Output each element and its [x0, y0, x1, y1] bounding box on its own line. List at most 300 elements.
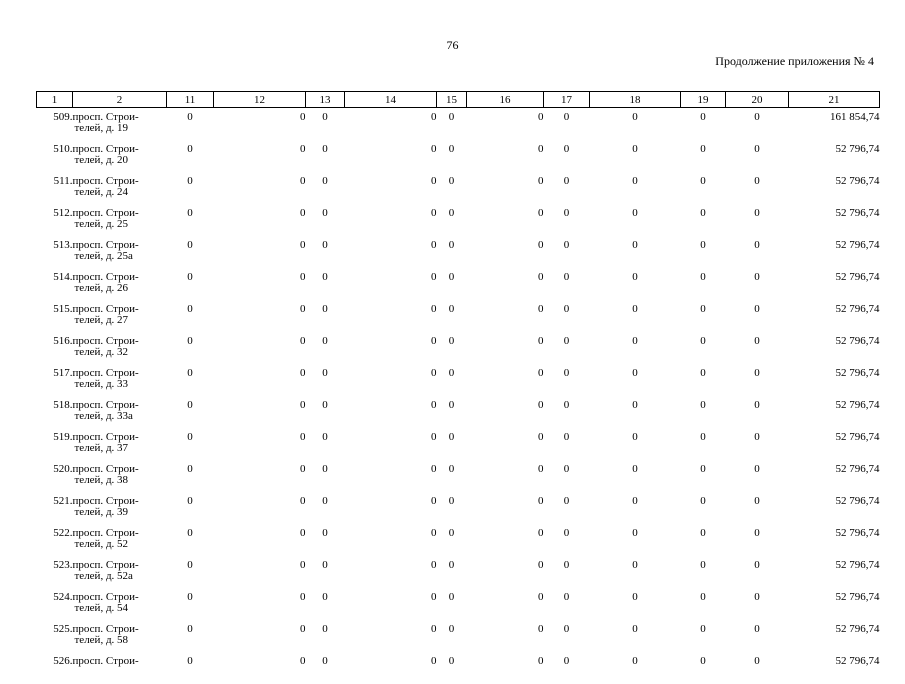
- value-cell: 0: [467, 204, 544, 236]
- value-cell: 0: [306, 396, 345, 428]
- value-cell: 0: [345, 588, 437, 620]
- total-cell: 52 796,74: [789, 396, 880, 428]
- value-cell: 0: [467, 364, 544, 396]
- address-line-2: телей, д. 52: [73, 539, 167, 550]
- value-cell: 0: [681, 204, 726, 236]
- value-cell: 0: [681, 332, 726, 364]
- value-cell: 0: [437, 524, 467, 556]
- address-cell: [73, 556, 167, 588]
- value-cell: 0: [726, 268, 789, 300]
- value-cell: 0: [167, 172, 214, 204]
- value-cell: 0: [306, 140, 345, 172]
- table-row: [37, 492, 880, 524]
- table-row: [37, 204, 880, 236]
- address-line-1: просп. Строи-: [73, 400, 167, 411]
- value-cell: 0: [590, 460, 681, 492]
- value-cell: 0: [167, 492, 214, 524]
- table-row: [37, 172, 880, 204]
- value-cell: 0: [345, 204, 437, 236]
- value-cell: 0: [345, 140, 437, 172]
- value-cell: 0: [681, 108, 726, 141]
- value-cell: 0: [544, 236, 590, 268]
- value-cell: 0: [306, 236, 345, 268]
- value-cell: 0: [467, 524, 544, 556]
- value-cell: 0: [167, 364, 214, 396]
- value-cell: 0: [726, 172, 789, 204]
- value-cell: 0: [590, 300, 681, 332]
- value-cell: 0: [726, 524, 789, 556]
- value-cell: 0: [544, 556, 590, 588]
- table-row: [37, 620, 880, 652]
- value-cell: 0: [726, 204, 789, 236]
- value-cell: 0: [306, 300, 345, 332]
- column-header: 2: [73, 92, 167, 108]
- value-cell: 0: [345, 492, 437, 524]
- total-cell: 52 796,74: [789, 588, 880, 620]
- value-cell: 0: [681, 172, 726, 204]
- continuation-note: Продолжение приложения № 4: [715, 54, 874, 69]
- address-line-2: телей, д. 58: [73, 635, 167, 646]
- value-cell: 0: [544, 396, 590, 428]
- address-cell: [73, 492, 167, 524]
- address-cell: [73, 300, 167, 332]
- value-cell: 0: [544, 524, 590, 556]
- value-cell: 0: [345, 652, 437, 684]
- value-cell: 0: [467, 428, 544, 460]
- row-number-cell: 523.: [37, 556, 73, 588]
- row-number-cell: 510.: [37, 140, 73, 172]
- value-cell: 0: [437, 364, 467, 396]
- address-cell: [73, 268, 167, 300]
- value-cell: 0: [345, 460, 437, 492]
- value-cell: 0: [544, 428, 590, 460]
- value-cell: 0: [467, 236, 544, 268]
- address-line-2: телей, д. 25: [73, 219, 167, 230]
- address-cell: [73, 652, 167, 684]
- column-header: 15: [437, 92, 467, 108]
- total-cell: 52 796,74: [789, 332, 880, 364]
- table-row: [37, 652, 880, 684]
- value-cell: 0: [726, 236, 789, 268]
- value-cell: 0: [544, 492, 590, 524]
- data-table: [36, 91, 880, 684]
- row-number-cell: 517.: [37, 364, 73, 396]
- column-header: 16: [467, 92, 544, 108]
- address-cell: [73, 460, 167, 492]
- row-number-cell: 511.: [37, 172, 73, 204]
- table-row: [37, 364, 880, 396]
- value-cell: 0: [590, 268, 681, 300]
- value-cell: 0: [437, 108, 467, 141]
- value-cell: 0: [590, 332, 681, 364]
- value-cell: 0: [467, 108, 544, 141]
- value-cell: 0: [726, 396, 789, 428]
- value-cell: 0: [726, 140, 789, 172]
- value-cell: 0: [167, 300, 214, 332]
- row-number-cell: 516.: [37, 332, 73, 364]
- address-line-2: телей, д. 39: [73, 507, 167, 518]
- value-cell: 0: [167, 236, 214, 268]
- address-cell: [73, 396, 167, 428]
- value-cell: 0: [544, 364, 590, 396]
- value-cell: 0: [590, 172, 681, 204]
- value-cell: 0: [345, 428, 437, 460]
- total-cell: 52 796,74: [789, 172, 880, 204]
- value-cell: 0: [467, 652, 544, 684]
- value-cell: 0: [167, 268, 214, 300]
- value-cell: 0: [214, 620, 306, 652]
- address-line-1: просп. Строи-: [73, 592, 167, 603]
- value-cell: 0: [544, 268, 590, 300]
- address-line-2: телей, д. 32: [73, 347, 167, 358]
- table-row: [37, 332, 880, 364]
- total-cell: 52 796,74: [789, 300, 880, 332]
- value-cell: 0: [544, 172, 590, 204]
- value-cell: 0: [681, 300, 726, 332]
- value-cell: 0: [437, 492, 467, 524]
- address-cell: [73, 620, 167, 652]
- table-row: [37, 524, 880, 556]
- row-number-cell: 514.: [37, 268, 73, 300]
- address-line-2: телей, д. 26: [73, 283, 167, 294]
- value-cell: 0: [681, 460, 726, 492]
- value-cell: 0: [590, 204, 681, 236]
- address-line-1: просп. Строи-: [73, 368, 167, 379]
- value-cell: 0: [590, 556, 681, 588]
- value-cell: 0: [214, 268, 306, 300]
- value-cell: 0: [214, 652, 306, 684]
- value-cell: 0: [726, 588, 789, 620]
- value-cell: 0: [437, 300, 467, 332]
- value-cell: 0: [590, 396, 681, 428]
- value-cell: 0: [437, 172, 467, 204]
- row-number-cell: 519.: [37, 428, 73, 460]
- address-cell: [73, 236, 167, 268]
- value-cell: 0: [306, 268, 345, 300]
- value-cell: 0: [167, 620, 214, 652]
- column-header: 20: [726, 92, 789, 108]
- total-cell: 52 796,74: [789, 268, 880, 300]
- address-line-1: просп. Строи-: [73, 176, 167, 187]
- column-header: 13: [306, 92, 345, 108]
- value-cell: 0: [306, 428, 345, 460]
- value-cell: 0: [681, 396, 726, 428]
- value-cell: 0: [437, 396, 467, 428]
- value-cell: 0: [726, 108, 789, 141]
- value-cell: 0: [437, 620, 467, 652]
- address-line-1: просп. Строи-: [73, 304, 167, 315]
- value-cell: 0: [167, 140, 214, 172]
- address-line-2: телей, д. 33а: [73, 411, 167, 422]
- total-cell: 161 854,74: [789, 108, 880, 141]
- value-cell: 0: [467, 172, 544, 204]
- value-cell: 0: [214, 428, 306, 460]
- value-cell: 0: [306, 620, 345, 652]
- value-cell: 0: [306, 492, 345, 524]
- row-number-cell: 512.: [37, 204, 73, 236]
- value-cell: 0: [167, 652, 214, 684]
- value-cell: 0: [467, 140, 544, 172]
- value-cell: 0: [544, 300, 590, 332]
- value-cell: 0: [726, 332, 789, 364]
- value-cell: 0: [437, 588, 467, 620]
- value-cell: 0: [167, 556, 214, 588]
- value-cell: 0: [214, 460, 306, 492]
- value-cell: 0: [681, 428, 726, 460]
- address-line-2: телей, д. 24: [73, 187, 167, 198]
- value-cell: 0: [345, 620, 437, 652]
- value-cell: 0: [167, 108, 214, 141]
- value-cell: 0: [467, 332, 544, 364]
- address-line-1: просп. Строи-: [73, 336, 167, 347]
- row-number-cell: 520.: [37, 460, 73, 492]
- table-row: [37, 300, 880, 332]
- value-cell: 0: [345, 524, 437, 556]
- value-cell: 0: [467, 268, 544, 300]
- value-cell: 0: [437, 204, 467, 236]
- value-cell: 0: [467, 588, 544, 620]
- value-cell: 0: [345, 556, 437, 588]
- value-cell: 0: [726, 300, 789, 332]
- value-cell: 0: [590, 140, 681, 172]
- address-cell: [73, 428, 167, 460]
- value-cell: 0: [681, 492, 726, 524]
- value-cell: 0: [437, 460, 467, 492]
- value-cell: 0: [214, 524, 306, 556]
- value-cell: 0: [681, 652, 726, 684]
- value-cell: 0: [726, 652, 789, 684]
- value-cell: 0: [306, 332, 345, 364]
- table-row: [37, 236, 880, 268]
- value-cell: 0: [544, 652, 590, 684]
- value-cell: 0: [437, 332, 467, 364]
- value-cell: 0: [167, 588, 214, 620]
- total-cell: 52 796,74: [789, 140, 880, 172]
- address-line-1: просп. Строи-: [73, 656, 167, 667]
- value-cell: 0: [681, 524, 726, 556]
- value-cell: 0: [306, 108, 345, 141]
- address-line-1: просп. Строи-: [73, 432, 167, 443]
- value-cell: 0: [345, 236, 437, 268]
- address-line-2: телей, д. 33: [73, 379, 167, 390]
- total-cell: 52 796,74: [789, 236, 880, 268]
- header-row: [37, 92, 880, 108]
- address-cell: [73, 332, 167, 364]
- value-cell: 0: [681, 236, 726, 268]
- value-cell: 0: [681, 140, 726, 172]
- value-cell: 0: [167, 428, 214, 460]
- address-line-2: телей, д. 19: [73, 123, 167, 134]
- value-cell: 0: [437, 140, 467, 172]
- table-row: [37, 140, 880, 172]
- value-cell: 0: [544, 108, 590, 141]
- value-cell: 0: [437, 652, 467, 684]
- value-cell: 0: [306, 556, 345, 588]
- value-cell: 0: [345, 108, 437, 141]
- value-cell: 0: [214, 140, 306, 172]
- address-cell: [73, 364, 167, 396]
- table-row: [37, 460, 880, 492]
- address-line-1: просп. Строи-: [73, 624, 167, 635]
- address-line-1: просп. Строи-: [73, 112, 167, 123]
- value-cell: 0: [726, 460, 789, 492]
- table-row: [37, 396, 880, 428]
- row-number-cell: 509.: [37, 108, 73, 141]
- address-line-2: телей, д. 38: [73, 475, 167, 486]
- value-cell: 0: [437, 556, 467, 588]
- row-number-cell: 526.: [37, 652, 73, 684]
- column-header: 21: [789, 92, 880, 108]
- address-line-1: просп. Строи-: [73, 528, 167, 539]
- total-cell: 52 796,74: [789, 652, 880, 684]
- value-cell: 0: [214, 172, 306, 204]
- table-row: [37, 268, 880, 300]
- value-cell: 0: [467, 620, 544, 652]
- table-row: [37, 428, 880, 460]
- value-cell: 0: [544, 620, 590, 652]
- value-cell: 0: [590, 524, 681, 556]
- value-cell: 0: [214, 364, 306, 396]
- value-cell: 0: [681, 364, 726, 396]
- address-line-1: просп. Строи-: [73, 144, 167, 155]
- value-cell: 0: [214, 236, 306, 268]
- value-cell: 0: [214, 492, 306, 524]
- value-cell: 0: [726, 556, 789, 588]
- value-cell: 0: [590, 364, 681, 396]
- value-cell: 0: [306, 172, 345, 204]
- column-header: 1: [37, 92, 73, 108]
- value-cell: 0: [214, 108, 306, 141]
- value-cell: 0: [214, 300, 306, 332]
- address-cell: [73, 172, 167, 204]
- value-cell: 0: [214, 588, 306, 620]
- address-cell: [73, 204, 167, 236]
- row-number-cell: 515.: [37, 300, 73, 332]
- value-cell: 0: [590, 492, 681, 524]
- value-cell: 0: [306, 204, 345, 236]
- address-line-1: просп. Строи-: [73, 240, 167, 251]
- total-cell: 52 796,74: [789, 492, 880, 524]
- value-cell: 0: [681, 620, 726, 652]
- value-cell: 0: [345, 300, 437, 332]
- row-number-cell: 518.: [37, 396, 73, 428]
- address-line-1: просп. Строи-: [73, 272, 167, 283]
- address-line-1: просп. Строи-: [73, 464, 167, 475]
- value-cell: 0: [544, 460, 590, 492]
- column-header: 14: [345, 92, 437, 108]
- row-number-cell: 524.: [37, 588, 73, 620]
- address-line-1: просп. Строи-: [73, 496, 167, 507]
- address-line-1: просп. Строи-: [73, 208, 167, 219]
- address-line-2: телей, д. 27: [73, 315, 167, 326]
- value-cell: 0: [306, 588, 345, 620]
- column-header: 12: [214, 92, 306, 108]
- value-cell: 0: [726, 620, 789, 652]
- value-cell: 0: [167, 524, 214, 556]
- address-cell: [73, 140, 167, 172]
- address-line-2: телей, д. 20: [73, 155, 167, 166]
- value-cell: 0: [214, 556, 306, 588]
- value-cell: 0: [306, 460, 345, 492]
- address-line-2: телей, д. 52а: [73, 571, 167, 582]
- page-number: 76: [0, 38, 905, 53]
- value-cell: 0: [467, 396, 544, 428]
- value-cell: 0: [590, 428, 681, 460]
- value-cell: 0: [726, 492, 789, 524]
- value-cell: 0: [726, 364, 789, 396]
- value-cell: 0: [167, 396, 214, 428]
- value-cell: 0: [590, 652, 681, 684]
- value-cell: 0: [467, 556, 544, 588]
- value-cell: 0: [167, 332, 214, 364]
- value-cell: 0: [590, 236, 681, 268]
- value-cell: 0: [167, 204, 214, 236]
- row-number-cell: 525.: [37, 620, 73, 652]
- value-cell: 0: [467, 492, 544, 524]
- address-cell: [73, 524, 167, 556]
- value-cell: 0: [167, 460, 214, 492]
- table-row: [37, 108, 880, 141]
- total-cell: 52 796,74: [789, 428, 880, 460]
- address-line-2: телей, д. 54: [73, 603, 167, 614]
- value-cell: 0: [214, 332, 306, 364]
- value-cell: 0: [544, 588, 590, 620]
- value-cell: 0: [544, 332, 590, 364]
- value-cell: 0: [345, 396, 437, 428]
- address-line-1: просп. Строи-: [73, 560, 167, 571]
- total-cell: 52 796,74: [789, 460, 880, 492]
- value-cell: 0: [544, 204, 590, 236]
- table-row: [37, 588, 880, 620]
- address-line-2: телей, д. 37: [73, 443, 167, 454]
- total-cell: 52 796,74: [789, 620, 880, 652]
- value-cell: 0: [214, 396, 306, 428]
- row-number-cell: 513.: [37, 236, 73, 268]
- total-cell: 52 796,74: [789, 364, 880, 396]
- value-cell: 0: [590, 108, 681, 141]
- value-cell: 0: [306, 524, 345, 556]
- address-cell: [73, 588, 167, 620]
- value-cell: 0: [345, 268, 437, 300]
- column-header: 18: [590, 92, 681, 108]
- value-cell: 0: [437, 268, 467, 300]
- total-cell: 52 796,74: [789, 556, 880, 588]
- value-cell: 0: [681, 268, 726, 300]
- value-cell: 0: [590, 588, 681, 620]
- value-cell: 0: [214, 204, 306, 236]
- table-row: [37, 556, 880, 588]
- column-header: 11: [167, 92, 214, 108]
- value-cell: 0: [306, 364, 345, 396]
- value-cell: 0: [306, 652, 345, 684]
- value-cell: 0: [345, 332, 437, 364]
- value-cell: 0: [437, 428, 467, 460]
- value-cell: 0: [544, 140, 590, 172]
- value-cell: 0: [467, 460, 544, 492]
- value-cell: 0: [726, 428, 789, 460]
- address-line-2: телей, д. 25а: [73, 251, 167, 262]
- value-cell: 0: [345, 172, 437, 204]
- value-cell: 0: [590, 620, 681, 652]
- column-header: 19: [681, 92, 726, 108]
- value-cell: 0: [681, 588, 726, 620]
- address-cell: [73, 108, 167, 141]
- table-body: [37, 108, 880, 684]
- total-cell: 52 796,74: [789, 524, 880, 556]
- column-header: 17: [544, 92, 590, 108]
- value-cell: 0: [681, 556, 726, 588]
- value-cell: 0: [437, 236, 467, 268]
